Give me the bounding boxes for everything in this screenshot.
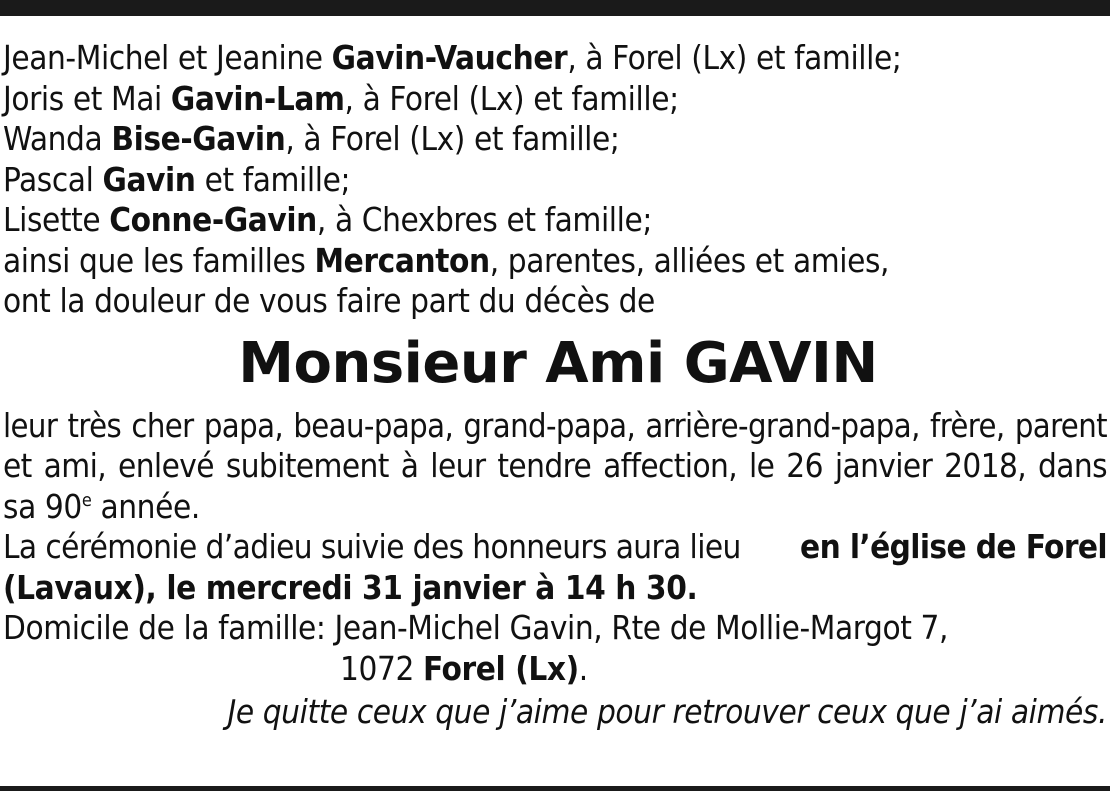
family-text: , à Chexbres et famille; (316, 200, 652, 239)
domicile-text: . (578, 648, 588, 688)
family-text: et famille; (195, 159, 351, 199)
family-name: Gavin-Lam (170, 78, 345, 118)
family-text: Wanda (3, 119, 112, 158)
family-name: Gavin-Vaucher (331, 38, 568, 77)
postal-code: 1072 (340, 648, 423, 688)
tribute-text: sa 90 (3, 486, 82, 526)
bottom-rule (0, 786, 1110, 791)
ceremony-location: en l’église de Forel (800, 527, 1107, 566)
family-text: Lisette (3, 200, 110, 239)
domicile-line-2 (3, 649, 1107, 690)
ceremony-line-2 (3, 568, 1107, 609)
tribute-line-2: et ami, enlevé subitement à leur tendre affection, le 26 janvier 2018, dans (3, 446, 1107, 485)
family-line-1 (3, 38, 1107, 79)
family-text: ainsi que les familles (3, 240, 315, 280)
family-line-5 (3, 200, 1107, 241)
family-name: Mercanton (314, 240, 490, 280)
family-text: , parentes, alliées et amies, (489, 240, 890, 280)
death-notice (3, 38, 1107, 733)
family-line-6 (3, 241, 1107, 282)
ceremony-line-1 (3, 527, 1107, 568)
top-rule (0, 0, 1110, 16)
ceremony-text: La cérémonie d’adieu suivie des honneurs aura lieu (3, 527, 741, 566)
family-name: Conne-Gavin (109, 200, 317, 239)
family-line-2 (3, 79, 1107, 120)
family-text: Jean-Michel et Jeanine (3, 38, 332, 77)
family-name: Gavin (102, 159, 196, 199)
family-text: Joris et Mai (3, 78, 171, 118)
family-name: Bise-Gavin (111, 119, 286, 158)
ceremony-date: (Lavaux), le mercredi 31 janvier à 14 h 30. (3, 567, 698, 607)
domicile-town: Forel (Lx) (422, 648, 579, 688)
family-text: , à Forel (Lx) et famille; (567, 38, 902, 77)
family-line-3 (3, 119, 1107, 160)
domicile-line-1: Domicile de la famille: Jean-Michel Gavin, Rte de Mollie-Margot 7, (3, 608, 948, 647)
family-text: , à Forel (Lx) et famille; (285, 119, 620, 158)
family-line-4 (3, 160, 1107, 201)
deceased-name: Monsieur Ami GAVIN (238, 330, 878, 396)
family-text: Pascal (3, 159, 103, 199)
tribute-line-1: leur très cher papa, beau-papa, grand-papa, arrière-grand-papa, frère, parent (3, 406, 1107, 445)
family-text: , à Forel (Lx) et famille; (344, 78, 679, 118)
tribute-line-3 (3, 487, 1107, 528)
tribute-text: année. (91, 486, 200, 526)
ordinal-suffix: e (81, 489, 92, 511)
announcement-line: ont la douleur de vous faire part du décès de (3, 281, 655, 320)
closing-quote: Je quitte ceux que j’aime pour retrouver ceux que j’ai aimés. (227, 692, 1107, 731)
